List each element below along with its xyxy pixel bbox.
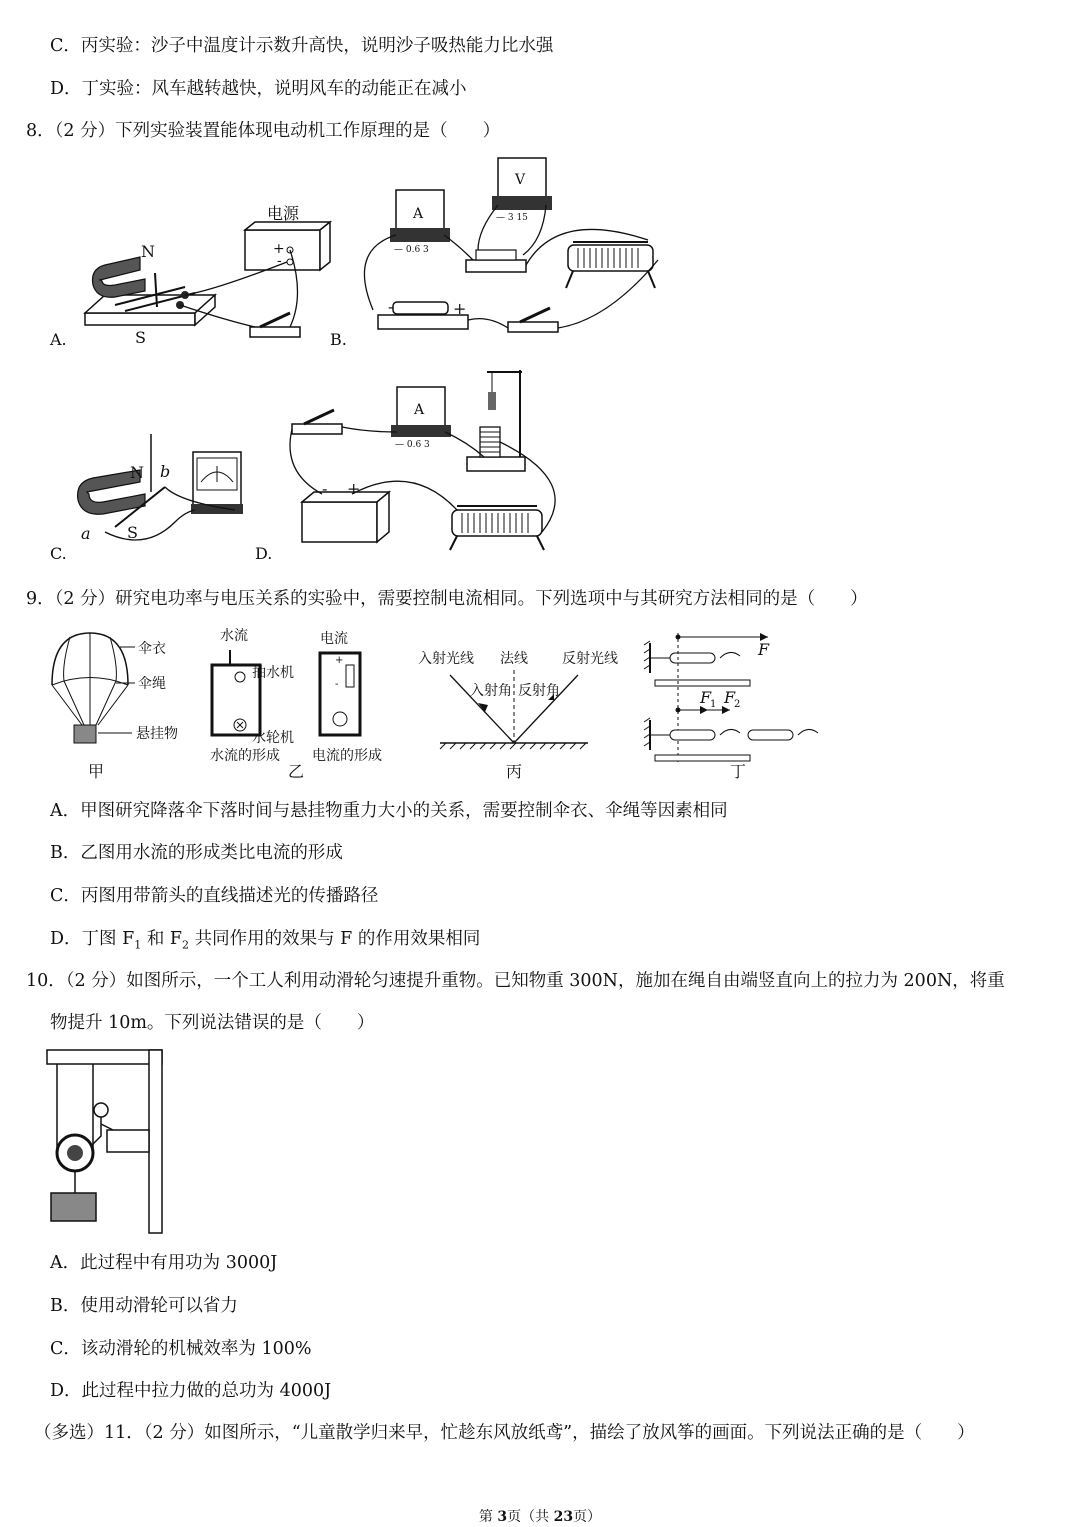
q9-yi-water: 水流 bbox=[220, 628, 248, 644]
q9-bing-caption: 丙 bbox=[506, 762, 523, 781]
q7-option-c: C．丙实验：沙子中温度计示数升高快，说明沙子吸热能力比水强 bbox=[50, 36, 554, 56]
q8-d-ammeter-scale: — 0.6 3 bbox=[395, 440, 430, 450]
q8-b-ammeter-scale: — 0.6 3 bbox=[394, 245, 429, 255]
q9-fig-yi bbox=[210, 627, 382, 781]
q9-yi-pump: 抽水机 bbox=[252, 665, 294, 681]
q9-bing-inc-angle: 入射角 bbox=[470, 683, 512, 699]
q9-option-a: A．甲图研究降落伞下落时间与悬挂物重力大小的关系，需要控制伞衣、伞绳等因素相同 bbox=[50, 801, 728, 821]
q8-c-n: N bbox=[130, 463, 144, 482]
q10-stem-line2: 物提升 10m。下列说法错误的是（ ） bbox=[50, 1013, 375, 1033]
q7-option-d: D．丁实验：风车越转越快，说明风车的动能正在减小 bbox=[50, 79, 467, 99]
q8-a-label: A. bbox=[50, 330, 67, 349]
q9-figures bbox=[40, 625, 840, 785]
q9-ding-caption: 丁 bbox=[730, 762, 747, 781]
q9-yi-turbine: 水轮机 bbox=[252, 730, 294, 746]
q8-c-b: b bbox=[160, 462, 171, 481]
q10-figure-pulley bbox=[45, 1048, 170, 1238]
q10-option-b: B．使用动滑轮可以省力 bbox=[50, 1296, 238, 1316]
q9-bing-incident: 入射光线 bbox=[418, 651, 474, 667]
q8-a-plus: + bbox=[273, 241, 285, 257]
q9-stem: 9．（2 分）研究电功率与电压关系的实验中，需要控制电流相同。下列选项中与其研究方法相同的是（ ） bbox=[26, 589, 868, 609]
q9-bing-normal: 法线 bbox=[500, 651, 528, 667]
q8-a-n: N bbox=[141, 242, 155, 261]
q8-b-plus: + bbox=[453, 299, 467, 318]
q9-ding-f2: F bbox=[724, 688, 736, 707]
q9-yi-current: 电流 bbox=[320, 631, 348, 647]
q9-option-c: C．丙图用带箭头的直线描述光的传播路径 bbox=[50, 886, 379, 906]
q8-d-label: D. bbox=[255, 544, 273, 563]
q9-ding-f: F bbox=[758, 640, 770, 659]
q9-yi-current-form: 电流的形成 bbox=[312, 748, 382, 764]
q9-yi-caption: 乙 bbox=[288, 762, 305, 781]
q9-yi-minus: - bbox=[335, 679, 339, 690]
q8-c-a: a bbox=[81, 524, 91, 543]
q9-fig-ding bbox=[644, 633, 818, 781]
q8-a-power: 电源 bbox=[267, 204, 300, 223]
q8-figure-d bbox=[252, 362, 572, 567]
q9-yi-plus: + bbox=[335, 655, 344, 666]
q8-figure-b bbox=[328, 150, 668, 355]
q8-d-plus: + bbox=[347, 479, 361, 498]
q9-jia-rope: 伞绳 bbox=[138, 676, 166, 692]
q9-jia-canopy: 伞衣 bbox=[138, 641, 166, 657]
q10-option-c: C．该动滑轮的机械效率为 100% bbox=[50, 1339, 312, 1359]
q8-b-voltmeter-v: V bbox=[515, 172, 526, 188]
q9-jia-caption: 甲 bbox=[88, 762, 105, 781]
q9-option-b: B．乙图用水流的形成类比电流的形成 bbox=[50, 843, 343, 863]
q8-figure-c bbox=[45, 432, 260, 567]
q9-ding-f2-sub: 2 bbox=[734, 699, 741, 710]
q10-stem-line1: 10．（2 分）如图所示，一个工人利用动滑轮匀速提升重物。已知物重 300N，施加在绳自由端竖直向上的拉力为 200N，将重 bbox=[26, 971, 1005, 991]
q8-stem: 8．（2 分）下列实验装置能体现电动机工作原理的是（ ） bbox=[26, 121, 501, 141]
q8-figure-a bbox=[45, 195, 335, 355]
q8-a-minus: - bbox=[277, 253, 282, 269]
q9-bing-ref-angle: 反射角 bbox=[518, 683, 560, 699]
q9-yi-water-form: 水流的形成 bbox=[210, 748, 280, 764]
q10-option-d: D．此过程中拉力做的总功为 4000J bbox=[50, 1381, 332, 1401]
q10-option-a: A．此过程中有用功为 3000J bbox=[50, 1253, 278, 1273]
q8-c-s: S bbox=[127, 523, 138, 542]
q8-d-ammeter-a: A bbox=[414, 402, 425, 418]
q9-fig-jia bbox=[52, 633, 178, 781]
q8-b-voltmeter-scale: — 3 15 bbox=[496, 213, 528, 223]
q9-fig-bing bbox=[418, 650, 618, 781]
q9-ding-f1: F bbox=[700, 688, 712, 707]
q9-option-d: D．丁图 $F_1$ 和 $F_2$ 共同作用的效果与 F 的作用效果相同 bbox=[50, 929, 481, 952]
q9-ding-f1-sub: 1 bbox=[710, 699, 717, 710]
q11-stem: （多选）11．（2 分）如图所示，“儿童散学归来早，忙趁东风放纸鸢”，描绘了放风筝的画面。下列说法正确的是（ ） bbox=[34, 1423, 975, 1443]
q8-d-minus: - bbox=[322, 479, 328, 498]
q8-b-minus: - bbox=[388, 297, 394, 316]
q9-bing-reflected: 反射光线 bbox=[562, 651, 618, 667]
q8-b-ammeter-a: A bbox=[413, 206, 424, 222]
q8-c-label: C. bbox=[50, 544, 67, 563]
q8-b-label: B. bbox=[330, 330, 347, 349]
q8-a-s: S bbox=[135, 328, 146, 347]
page-footer: 第 3页（共 23页） bbox=[478, 1509, 602, 1525]
q9-jia-load: 悬挂物 bbox=[136, 726, 178, 742]
